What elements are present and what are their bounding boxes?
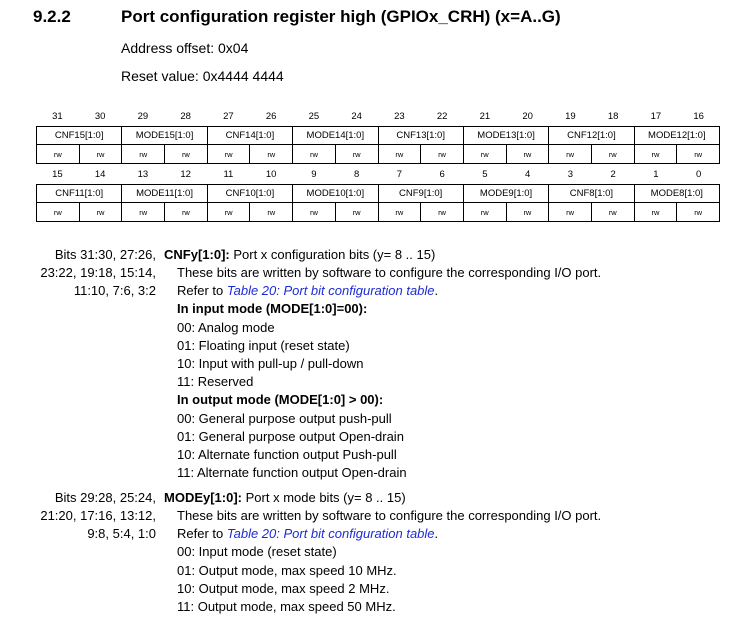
bit-number: 12 [180,169,191,180]
refer-text: Refer to [177,283,227,299]
mode-heading [164,489,406,507]
bit-number: 16 [693,111,704,122]
access-cell: rw [250,145,293,164]
bit-number: 5 [482,169,488,180]
field-cell: MODE14[1:0] [293,127,378,145]
access-cell: rw [549,203,592,222]
option-line: 01: Floating input (reset state) [177,337,350,353]
access-cell: rw [549,145,592,164]
access-row [37,145,720,164]
field-summary: Port x configuration bits (y= 8 .. 15) [229,247,436,262]
bit-number: 20 [522,111,533,122]
option-line: 10: Alternate function output Push-pull [177,447,397,463]
bit-number: 13 [137,169,149,180]
field-cell: MODE13[1:0] [463,127,548,145]
bit-number: 24 [351,111,362,122]
bit-number: 0 [695,169,702,180]
option-line: 11: Alternate function output Open-drain [177,465,407,481]
bit-number: 18 [607,111,619,122]
option-line: 10: Input with pull-up / pull-down [177,356,364,372]
bit-number: 28 [180,111,191,122]
bit-number: 30 [94,111,106,122]
field-cell: CNF10[1:0] [207,185,292,203]
period: . [434,283,439,299]
bit-number: 11 [223,169,234,180]
field-row [37,185,720,203]
table-link[interactable]: Table 20: Port bit configuration table [226,526,435,542]
bit-number: 17 [650,111,662,122]
field-cell: CNF15[1:0] [37,127,122,145]
field-cell: CNF9[1:0] [378,185,463,203]
refer-line [177,525,737,543]
refer-text: Refer to [177,526,227,542]
bit-number: 3 [567,169,574,180]
option-line: 01: General purpose output Open-drain [177,428,404,444]
field-cell: CNF12[1:0] [549,127,634,145]
access-cell: rw [378,145,421,164]
bit-number: 7 [396,169,403,180]
option-line: 00: General purpose output push-pull [177,410,392,426]
bit-number: 23 [394,111,405,122]
access-cell: rw [335,203,378,222]
field-cell: CNF13[1:0] [378,127,463,145]
section-title: Port configuration register high (GPIOx_CRH) (x=A..G) [121,7,561,26]
field-cell: MODE12[1:0] [634,127,719,145]
bit-number: 26 [265,111,277,122]
option-line: 00: Input mode (reset state) [177,544,337,560]
description-line: These bits are written by software to configure the corresponding I/O port. [177,508,602,523]
access-cell: rw [634,203,677,222]
option-line: 11: Output mode, max speed 50 MHz. [177,599,396,615]
field-name: CNFy[1:0]: [164,247,230,262]
bit-number: 31 [52,111,63,122]
field-summary: Port x mode bits (y= 8 .. 15) [242,490,406,505]
access-cell: rw [463,203,506,222]
option-line: 01: Output mode, max speed 10 MHz. [177,562,397,578]
bit-range-line: Bits 31:30, 27:26, [54,247,156,262]
address-offset: Address offset: 0x04 [121,40,249,56]
bit-numbers-upper [36,111,720,125]
access-cell: rw [591,145,634,164]
bit-number: 2 [610,169,616,180]
field-row [37,127,720,145]
access-cell: rw [421,145,464,164]
access-cell: rw [165,145,208,164]
input-mode-heading: In input mode (MODE[1:0]=00): [177,301,368,317]
field-cell: MODE9[1:0] [463,185,548,203]
mode-bit-range [10,489,156,544]
bit-number: 25 [308,111,320,122]
access-cell: rw [506,145,549,164]
bit-number: 8 [353,169,360,180]
register-table-upper [36,126,720,164]
period: . [434,526,439,542]
register-table-lower [36,184,720,222]
access-cell: rw [293,203,336,222]
bit-number: 1 [653,169,659,180]
access-row [37,203,720,222]
bit-number: 27 [223,111,234,122]
access-cell: rw [122,145,165,164]
refer-line [177,282,737,300]
bit-number: 6 [439,169,445,180]
bit-number: 15 [52,169,63,180]
access-cell: rw [463,145,506,164]
field-cell: MODE8[1:0] [634,185,719,203]
bit-number: 29 [137,111,149,122]
bit-number: 10 [265,169,277,180]
access-cell: rw [37,203,80,222]
bit-range-line: 11:10, 7:6, 3:2 [73,283,156,299]
field-cell: CNF8[1:0] [549,185,634,203]
bit-range-line: 23:22, 19:18, 15:14, [40,265,156,281]
access-cell: rw [250,203,293,222]
access-cell: rw [378,203,421,222]
bit-number: 4 [524,169,531,180]
option-line: 10: Output mode, max speed 2 MHz. [177,580,390,596]
output-mode-heading: In output mode (MODE[1:0] > 00): [177,392,384,408]
bit-number: 14 [94,169,106,180]
bit-number: 9 [311,169,317,180]
option-line: 11: Reserved [177,374,254,390]
access-cell: rw [122,203,165,222]
access-cell: rw [421,203,464,222]
access-cell: rw [79,145,122,164]
access-cell: rw [677,145,720,164]
access-cell: rw [165,203,208,222]
table-link[interactable]: Table 20: Port bit configuration table [226,283,435,299]
cnf-heading [164,246,435,264]
field-cell: CNF11[1:0] [37,185,122,203]
access-cell: rw [335,145,378,164]
access-cell: rw [677,203,720,222]
field-cell: MODE15[1:0] [122,127,207,145]
access-cell: rw [591,203,634,222]
bit-range-line: Bits 29:28, 25:24, [54,490,156,505]
cnf-description [177,264,737,482]
bit-number: 19 [565,111,576,122]
bit-number: 21 [479,111,491,122]
access-cell: rw [634,145,677,164]
field-cell: MODE11[1:0] [122,185,207,203]
access-cell: rw [79,203,122,222]
field-cell: MODE10[1:0] [293,185,378,203]
bit-range-line: 9:8, 5:4, 1:0 [87,526,156,542]
access-cell: rw [37,145,80,164]
bit-number: 22 [436,111,448,122]
access-cell: rw [207,145,250,164]
field-name: MODEy[1:0]: [164,490,243,505]
cnf-bit-range [10,246,156,301]
mode-description [177,507,737,616]
option-line: 00: Analog mode [177,319,275,335]
bit-numbers-lower [36,169,720,183]
access-cell: rw [207,203,250,222]
bit-range-line: 21:20, 17:16, 13:12, [40,508,156,524]
section-number: 9.2.2 [33,7,71,26]
access-cell: rw [506,203,549,222]
description-line: These bits are written by software to configure the corresponding I/O port. [177,265,602,280]
reset-value: Reset value: 0x4444 4444 [121,68,284,84]
field-cell: CNF14[1:0] [207,127,292,145]
access-cell: rw [293,145,336,164]
